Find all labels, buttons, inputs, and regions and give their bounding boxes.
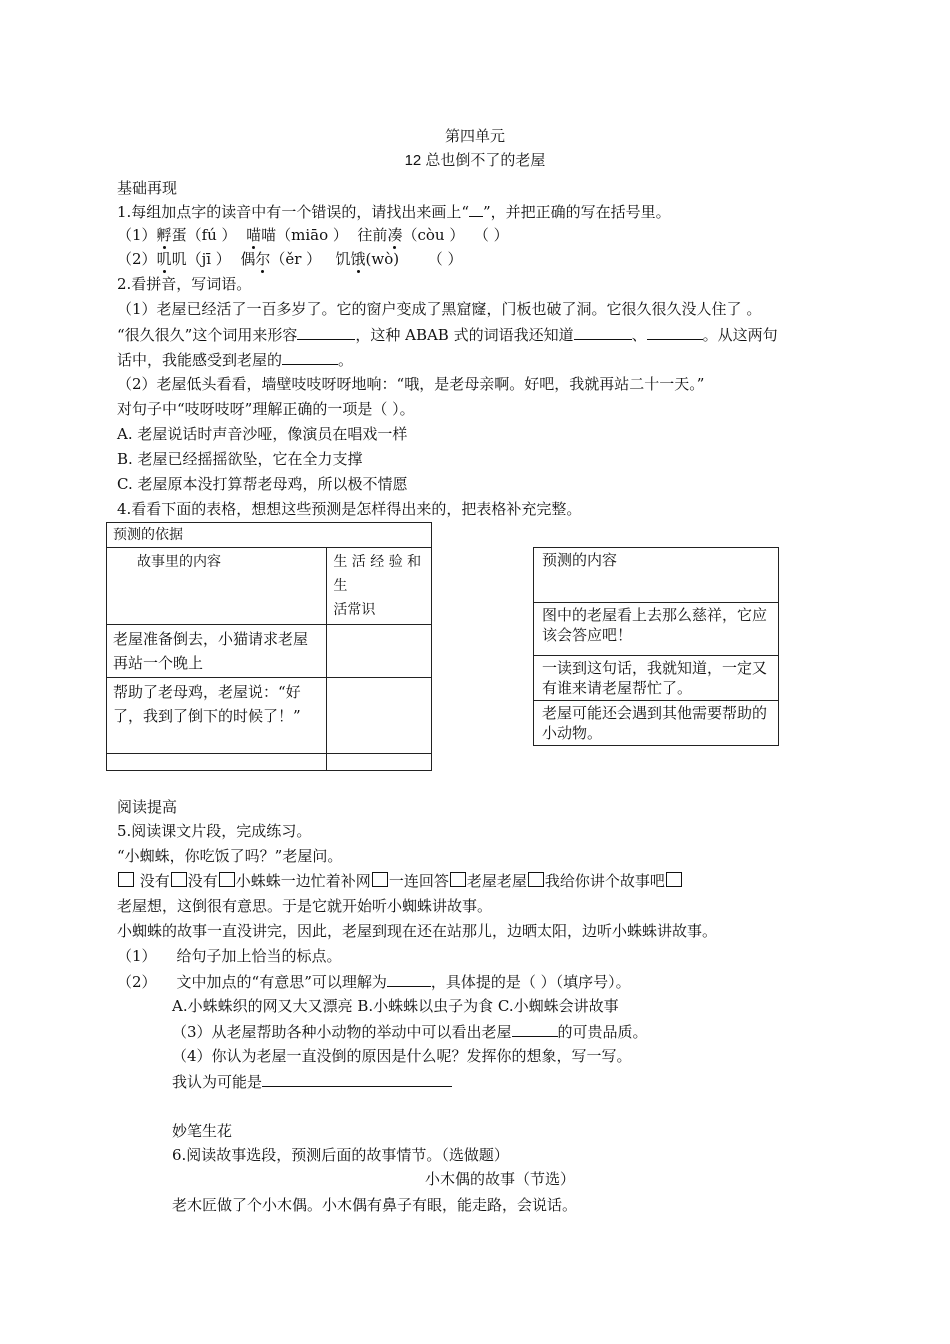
table-col-experience: 生 活 经 验 和 生 活常识 bbox=[327, 548, 432, 625]
story-title: 小木偶的故事（节选） bbox=[424, 1170, 575, 1188]
question-2-passage-1-line-3: 话中，我能感受到老屋的 。 bbox=[117, 348, 353, 371]
table-header: 预测的依据 bbox=[107, 523, 432, 548]
table-col-story: 故事里的内容 bbox=[107, 548, 327, 625]
question-2-ask: 对句子中“吱呀吱呀”理解正确的一项是（ ）。 bbox=[117, 400, 415, 418]
table-row-1-content: 老屋准备倒去，小猫请求老屋再站一个晚上 bbox=[107, 625, 327, 678]
table-row-3-blank-2[interactable] bbox=[327, 754, 432, 771]
question-6-title: 6.阅读故事选段，预测后面的故事情节。（选做题） bbox=[172, 1146, 509, 1164]
punct-box[interactable] bbox=[450, 872, 466, 887]
sub-question-4-answer: 我认为可能是 bbox=[172, 1070, 452, 1093]
table-row-1-blank[interactable] bbox=[327, 625, 432, 678]
prediction-content-table bbox=[533, 547, 779, 746]
question-1-row-1: （1）孵蛋（fú ） 喵喵（miāo ） 往前凑（còu ） （ ） bbox=[117, 226, 509, 244]
punct-box[interactable] bbox=[171, 872, 187, 887]
question-1-stem: 1.每组加点字的读音中有一个错误的，请找出来画上“ ”，并把正确的写在括号里。 bbox=[117, 200, 671, 223]
table-row-3-blank[interactable] bbox=[107, 754, 327, 771]
answer-line[interactable] bbox=[262, 1070, 452, 1087]
option-b: B. 老屋已经摇摇欲坠，它在全力支撑 bbox=[117, 450, 363, 468]
question-5-title: 5.阅读课文片段，完成练习。 bbox=[117, 822, 312, 840]
punct-box[interactable] bbox=[372, 872, 388, 887]
table2-row-1: 图中的老屋看上去那么慈祥，它应该会答应吧！ bbox=[534, 603, 779, 656]
unit-title: 第四单元 bbox=[444, 127, 505, 145]
option-c: C. 老屋原本没打算帮老母鸡，所以极不情愿 bbox=[117, 475, 408, 493]
sub-question-3: （3）从老屋帮助各种小动物的举动中可以看出老屋 的可贵品质。 bbox=[172, 1020, 648, 1043]
passage-line-3: 老屋想，这倒很有意思。于是它就开始听小蜘蛛讲故事。 bbox=[117, 897, 493, 915]
section-heading-basic: 基础再现 bbox=[117, 179, 178, 197]
table-row-2-blank[interactable] bbox=[327, 678, 432, 754]
sub-question-2: （2） 文中加点的“有意思”可以理解为 ，具体提的是（ ）（填序号）。 bbox=[117, 970, 631, 993]
passage-line-4: 小蜘蛛的故事一直没讲完，因此，老屋到现在还在站那儿，边晒太阳，边听小蛛蛛讲故事。 bbox=[117, 922, 718, 940]
punctuation-line: 没有 没有 小蛛蛛一边忙着补网 一连回答 老屋老屋 我给你讲个故事吧 bbox=[117, 870, 683, 892]
sub-question-1: （1） 给句子加上恰当的标点。 bbox=[117, 947, 342, 965]
table2-row-3: 老屋可能还会遇到其他需要帮助的小动物。 bbox=[534, 701, 779, 746]
question-2-title: 2.看拼音，写词语。 bbox=[117, 275, 252, 293]
punct-box[interactable] bbox=[528, 872, 544, 887]
table2-row-2: 一读到这句话，我就知道，一定又有谁来请老屋帮忙了。 bbox=[534, 656, 779, 701]
table-row-2-content: 帮助了老母鸡，老屋说：“好了，我到了倒下的时候了！” bbox=[107, 678, 327, 754]
question-2-passage-2: （2）老屋低头看看，墙壁吱吱呀呀地响：“哦，是老母亲啊。好吧，我就再站二十一天。” bbox=[117, 375, 705, 393]
question-1-row-2: （2）叽叽（jī ） 偶尔（ěr ） 饥饿(wò) （ ） bbox=[117, 250, 463, 268]
option-a: A. 老屋说话时声音沙哑，像演员在唱戏一样 bbox=[117, 425, 408, 443]
prediction-basis-table bbox=[106, 522, 432, 771]
section-heading-writing: 妙笔生花 bbox=[172, 1122, 233, 1140]
question-2-passage-1-line-2: “很久很久”这个词用来形容 ，这种 ABAB 式的词语我还知道 、 。从这两句 bbox=[117, 323, 778, 346]
question-4-title: 4.看看下面的表格，想想这些预测是怎样得出来的，把表格补充完整。 bbox=[117, 500, 582, 518]
section-heading-reading: 阅读提高 bbox=[117, 798, 178, 816]
punct-box[interactable] bbox=[666, 872, 682, 887]
punct-box[interactable] bbox=[118, 872, 134, 887]
story-line-1: 老木匠做了个小木偶。小木偶有鼻子有眼，能走路，会说话。 bbox=[172, 1196, 578, 1214]
sub-question-2-options: A.小蛛蛛织的网又大又漂亮 B.小蛛蛛以虫子为食 C.小蜘蛛会讲故事 bbox=[172, 997, 619, 1015]
lesson-title: 12 总也倒不了的老屋 bbox=[404, 152, 546, 169]
sub-question-4: （4）你认为老屋一直没倒的原因是什么呢？发挥你的想象，写一写。 bbox=[172, 1047, 632, 1065]
punct-box[interactable] bbox=[219, 872, 235, 887]
table2-header: 预测的内容 bbox=[534, 548, 779, 603]
question-2-passage-1-line-1: （1）老屋已经活了一百多岁了。它的窗户变成了黑窟窿，门板也破了洞。它很久很久没人住了 。 bbox=[117, 300, 762, 318]
passage-line-1: “小蜘蛛，你吃饭了吗？”老屋问。 bbox=[117, 847, 343, 865]
